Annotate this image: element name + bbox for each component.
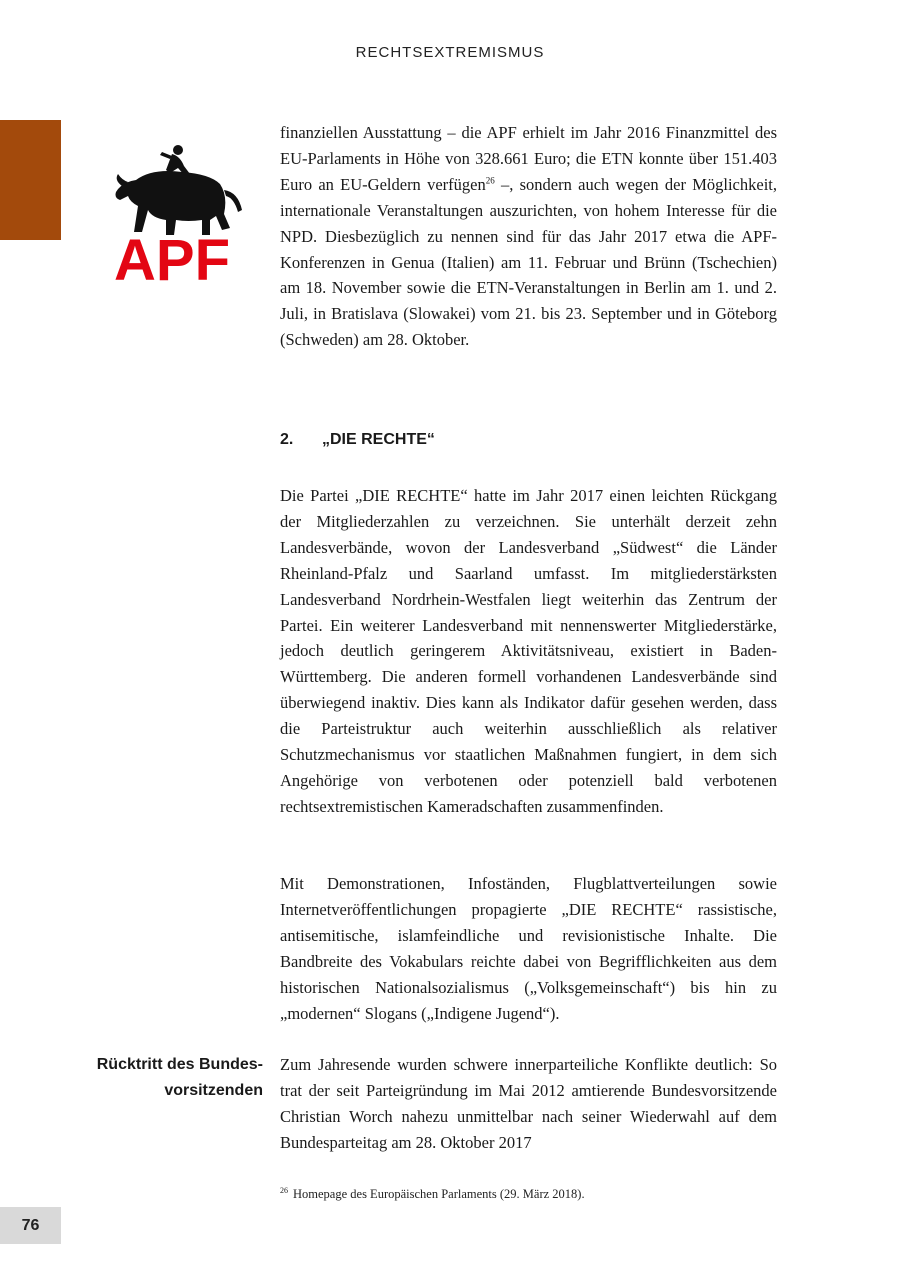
- footnote-ref[interactable]: 26: [485, 175, 495, 186]
- section-heading: [280, 431, 435, 449]
- margin-note: Rücktritt des Bundes- vorsitzenden: [96, 1056, 263, 1099]
- svg-text:APF: APF: [114, 228, 230, 285]
- paragraph: Zum Jahresende wurden schwere innerparteiliche Konflikte deutlich: So trat der seit Parteigründung im Mai 2012 amtierende Bundesvorsitzende Christian Worch nahezu unmittelbar nach seiner Wiederwahl auf dem Bundesparteitag am 28. Oktober 2017: [280, 1055, 777, 1152]
- section-title: „DIE RECHTE“: [322, 431, 435, 448]
- paragraph: finanziellen Ausstattung – die APF erhielt im Jahr 2016 Finanzmittel des EU-Parlaments in Höhe von 328.661 Euro; die ETN konnte über 151.403 Euro an EU-Geldern verfügen$^{26}$ –, sondern auch wegen der Möglichkeit, internationale Veranstaltungen auszurichten, von hohem Interesse für die NPD. Diesbezüglich zu nennen sind für das Jahr 2017 etwa die APF-Konferenzen in Genua (Italien) am 11. Februar und Brünn (Tschechien) am 18. November sowie die ETN-Veranstaltungen in Berlin am 1. und 2. Juli, in Bratislava (Slowakei) vom 21. bis 23. September und in Göteborg (Schweden) am 28. Oktober.: [280, 123, 777, 350]
- footnote: [280, 1187, 585, 1202]
- running-header: RECHTSEXTREMISMUS: [355, 44, 545, 61]
- footnote-number: 26: [280, 1185, 288, 1195]
- section-number: 2.: [280, 431, 294, 448]
- page-number: 76: [0, 1207, 61, 1244]
- apf-bull-rider-icon: [92, 140, 252, 285]
- footnote-text: Homepage des Europäischen Parlaments (29. März 2018).: [293, 1187, 585, 1201]
- chapter-color-tab: [0, 120, 61, 240]
- paragraph: Die Partei „DIE RECHTE“ hatte im Jahr 2017 einen leichten Rückgang der Mitgliederzahlen zu verzeichnen. Sie unterhält derzeit zehn Landesverbände, wovon der Landesverband „Südwest“ die Länder Rheinland-Pfalz und Saarland umfasst. Im mitgliederstärksten Landesverband Nordrhein-Westfalen liegt weiterhin das Zentrum der Partei. Ein weiterer Landesverband mit nennenswerter Mitgliederstärke, jedoch deutlich geringerem Aktivitätsniveau, existiert in Baden-Württemberg. Die anderen formell vorhandenen Landesverbände sind überwiegend inaktiv. Dies kann als Indikator dafür gesehen werden, dass die Parteistruktur auch weiterhin ausschließlich als relativer Schutzmechanismus vor staatlichen Maßnahmen fungiert, in dem sich Angehörige von verbotenen oder potenziell bald verbotenen rechtsextremistischen Kameradschaften zusammenfinden.: [280, 486, 777, 816]
- apf-logo: [92, 140, 252, 285]
- paragraph: Mit Demonstrationen, Infoständen, Flugblattverteilungen sowie Internetveröffentlichungen propagierte „DIE RECHTE“ rassistische, antisemitische, islamfeindliche und revisionistische Inhalte. Die Bandbreite des Vokabulars reichte dabei von Begrifflichkeiten aus dem historischen Nationalsozialismus („Volksgemeinschaft“) bis hin zu „modernen“ Slogans („Indigene Jugend“).: [280, 874, 777, 1023]
